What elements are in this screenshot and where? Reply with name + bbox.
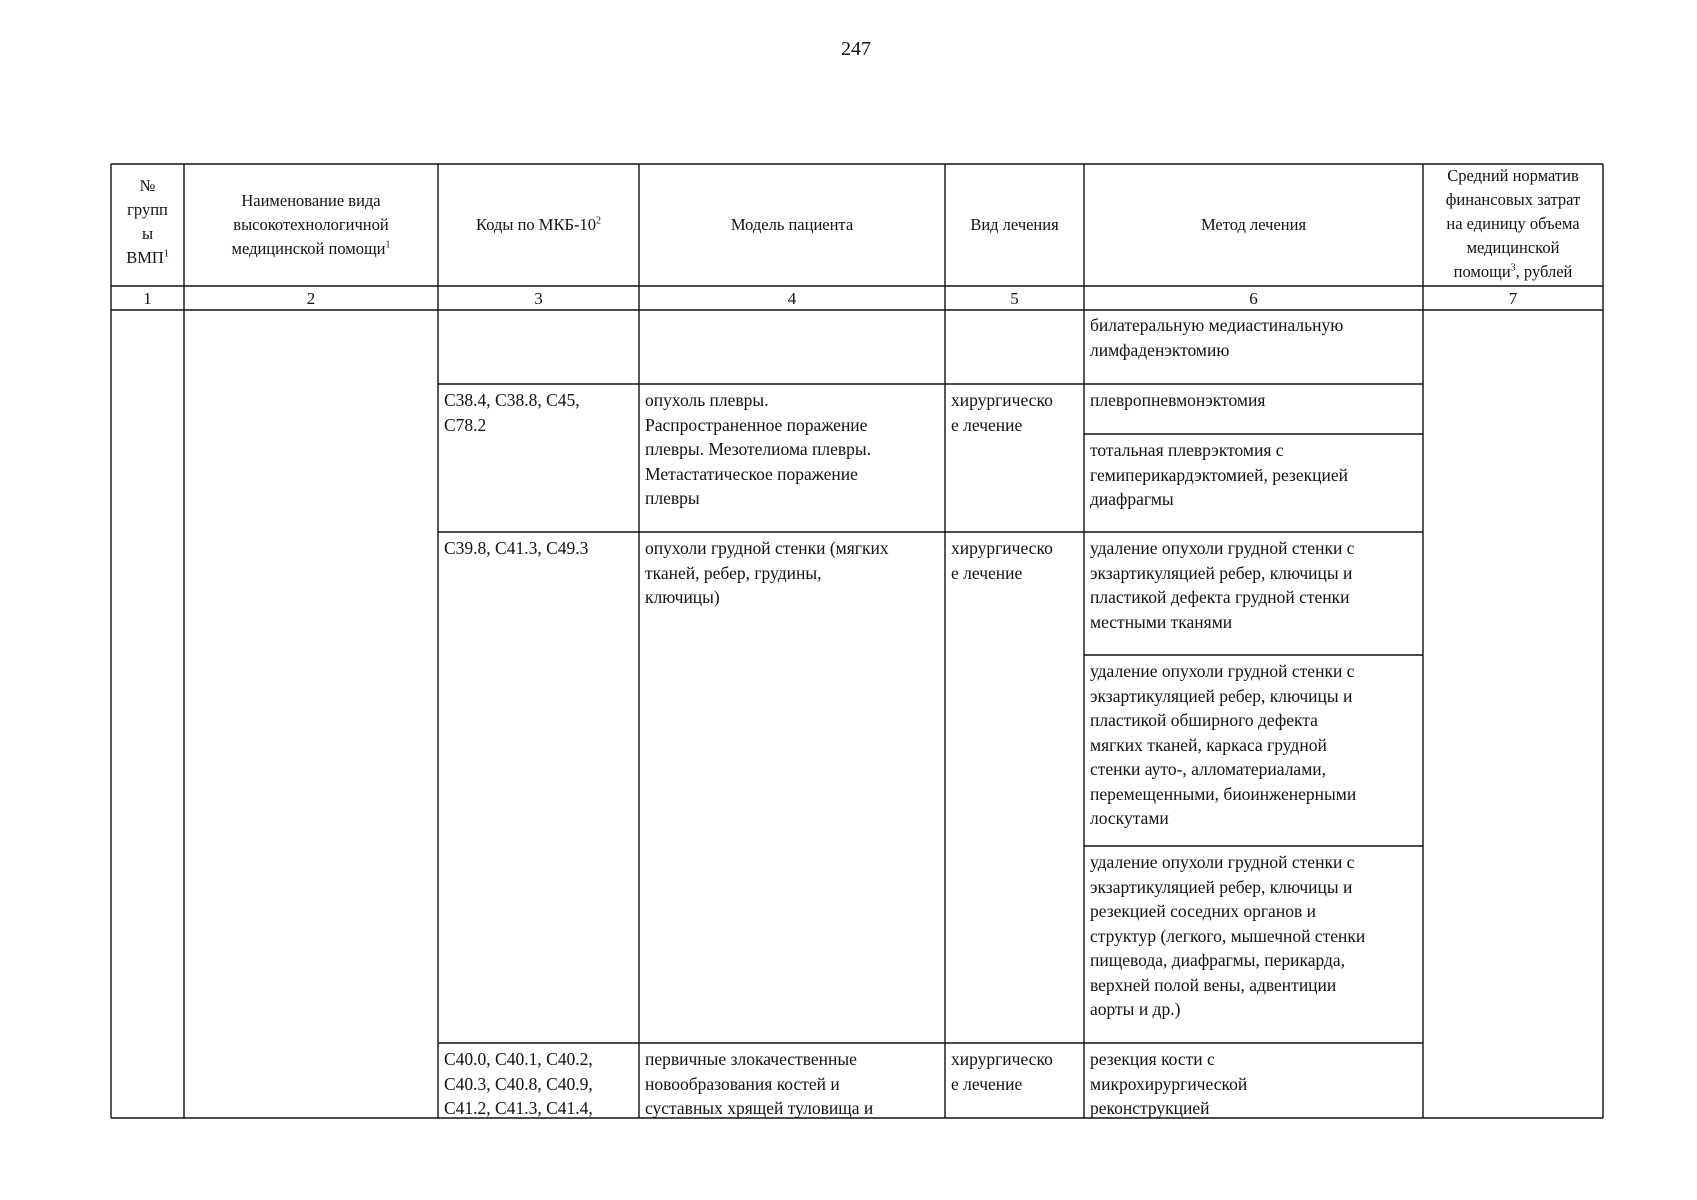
method-cell: удаление опухоли грудной стенки с экзартикуляцией ребер, ключицы и пластикой обширного дефекта мягких тканей, каркаса грудной стенки ауто-, алломатериалами, перемещенными, биоинженерными лоскутами — [1090, 661, 1357, 828]
header-col-2: Наименование вида высокотехнологичной медицинской помощи$^1$ — [231, 191, 391, 258]
header-col-7: Средний норматив финансовых затрат на единицу объема медицинской помощи$^3$, рублей — [1445, 166, 1581, 281]
treatment-type-cell: хирургическо е лечение — [951, 538, 1053, 583]
header-col-3: Коды по МКБ-$10^2$ — [476, 215, 601, 234]
column-number-5: 5 — [1010, 289, 1019, 308]
patient-model-cell: опухоли грудной стенки (мягких тканей, ребер, грудины, ключицы) — [645, 538, 889, 607]
method-cell: билатеральную медиастинальную лимфаденэктомию — [1090, 315, 1344, 360]
column-number-6: 6 — [1249, 289, 1258, 308]
header-col-6: Метод лечения — [1200, 215, 1307, 234]
header-col-4: Модель пациента — [730, 215, 854, 234]
treatment-type-cell: хирургическо е лечение — [951, 1049, 1053, 1094]
column-number-2: 2 — [306, 289, 316, 308]
icd-codes-cell: C38.4, C38.8, C45, C78.2 — [444, 390, 580, 435]
method-cell: тотальная плеврэктомия с гемиперикардэктомией, резекцией диафрагмы — [1090, 440, 1348, 509]
method-cell: резекция кости с микрохирургической реконструкцией — [1090, 1049, 1248, 1118]
header-col-1: № групп ы ВМП$^1$ — [126, 176, 169, 267]
column-number-7: 7 — [1508, 289, 1518, 308]
method-cell: плевропневмонэктомия — [1090, 390, 1266, 410]
method-cell: удаление опухоли грудной стенки с экзартикуляцией ребер, ключицы и резекцией соседних органов и структур (легкого, мышечной стенки пищевода, диафрагмы, перикарда, верхней полой вены, адвентиции аорты и др.) — [1090, 852, 1366, 1019]
header-col-5: Вид лечения — [970, 215, 1059, 234]
treatment-type-cell: хирургическо е лечение — [951, 390, 1053, 435]
column-number-3: 3 — [534, 289, 543, 308]
method-cell: удаление опухоли грудной стенки с экзартикуляцией ребер, ключицы и пластикой дефекта грудной стенки местными тканями — [1090, 538, 1355, 632]
icd-codes-cell: C39.8, C41.3, C49.3 — [444, 538, 589, 558]
column-number-4: 4 — [787, 289, 797, 308]
page-number: 247 — [841, 38, 871, 60]
column-number-1: 1 — [143, 289, 152, 308]
patient-model-cell: первичные злокачественные новообразования костей и суставных хрящей туловища и — [645, 1049, 874, 1118]
patient-model-cell: опухоль плевры. Распространенное поражение плевры. Мезотелиома плевры. Метастатическое поражение плевры — [645, 390, 872, 508]
icd-codes-cell: C40.0, C40.1, C40.2, C40.3, C40.8, C40.9, C41.2, C41.3, C41.4, — [444, 1049, 593, 1118]
